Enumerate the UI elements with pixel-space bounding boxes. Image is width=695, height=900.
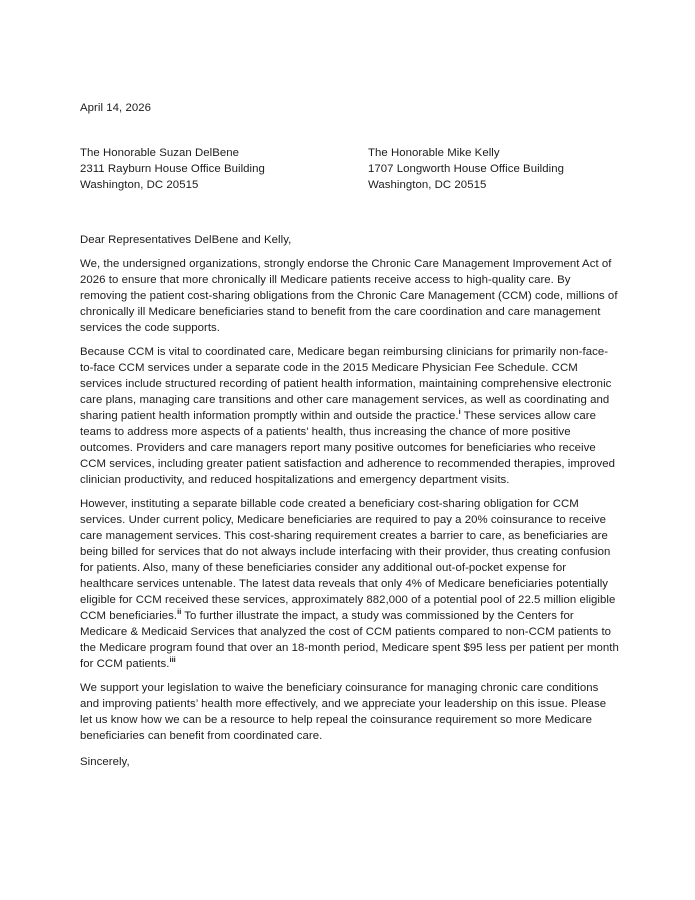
closing: Sincerely, <box>80 756 130 768</box>
recipient-address-line: Washington, DC 20515 <box>368 179 487 191</box>
recipient-address-line: 1707 Longworth House Office Building <box>368 163 564 175</box>
paragraph-text: However, instituting a separate billable code created a beneficiary cost-sharing obligation for CCM services. Under current policy, Medicare beneficiaries are required to pay a 20% coinsurance to receive care management services. This cost-sharing requirement creates a barrier to care, as beneficiaries are being billed for services that do not always include interfacing with their provider, thus creating confusion for patients. Also, many of these beneficiaries consider any additional out-of-pocket expense for healthcare services untenable. The latest data reveals that only 4% of Medicare beneficiaries potentially eligible for CCM received these services, approximately 882,000 of a potential pool of 22.5 million eligible CCM beneficiaries. <box>80 498 616 622</box>
body-paragraph-3 <box>80 496 619 672</box>
endnote-marker-i: i <box>458 407 461 417</box>
recipient-right <box>368 145 656 193</box>
letter-date: April 14, 2026 <box>80 102 151 114</box>
recipient-left <box>80 145 368 193</box>
recipient-address-line: Washington, DC 20515 <box>80 179 199 191</box>
recipient-block <box>80 145 619 193</box>
paragraph-text: We support your legislation to waive the beneficiary coinsurance for managing chronic care conditions and improving patients’ health more effectively, and we appreciate your leadership on this issue. Please let us know how we can be a resource to help repeal the coinsurance requirement so more Medicare beneficiaries can benefit from coordinated care. <box>80 682 607 742</box>
paragraph-text: To further illustrate the impact, a study was commissioned by the Centers for Medicare & Medicaid Services that analyzed the cost of CCM patients compared to non-CCM patients to the Medicare program found that over an 18-month period, Medicare spent $95 less per patient per month for CCM patients. <box>80 610 619 670</box>
body-paragraph-2 <box>80 344 619 488</box>
recipient-address-line: 2311 Rayburn House Office Building <box>80 163 265 175</box>
paragraph-text: These services allow care teams to address more aspects of a patients’ health, thus increasing the chance of more positive outcomes. Providers and care managers report many positive outcomes for beneficiaries who receive CCM services, including greater patient satisfaction and adherence to recommended therapies, improved clinician productivity, and reduced hospitalizations and emergency department visits. <box>80 410 615 486</box>
recipient-name: The Honorable Mike Kelly <box>368 147 500 159</box>
paragraph-text: Because CCM is vital to coordinated care, Medicare began reimbursing clinicians for primarily non-face-to-face CCM services under a separate code in the 2015 Medicare Physician Fee Schedule. CCM services include structured recording of patient health information, maintaining comprehensive electronic care plans, managing care transitions and other care management services, as well as coordinating and sharing patient health information promptly within and outside the practice. <box>80 346 612 422</box>
endnote-marker-ii: ii <box>177 607 182 617</box>
endnote-marker-iii: iii <box>169 655 176 665</box>
body-paragraph-1 <box>80 256 619 336</box>
recipient-name: The Honorable Suzan DelBene <box>80 147 240 159</box>
salutation: Dear Representatives DelBene and Kelly, <box>80 234 292 246</box>
paragraph-text: We, the undersigned organizations, strongly endorse the Chronic Care Management Improvement Act of 2026 to ensure that more chronically ill Medicare patients receive access to high-quality care. By removing the patient cost-sharing obligations from the Chronic Care Management (CCM) code, millions of chronically ill Medicare beneficiaries stand to benefit from the care coordination and care management services the code supports. <box>80 258 618 334</box>
body-paragraph-4 <box>80 680 619 744</box>
